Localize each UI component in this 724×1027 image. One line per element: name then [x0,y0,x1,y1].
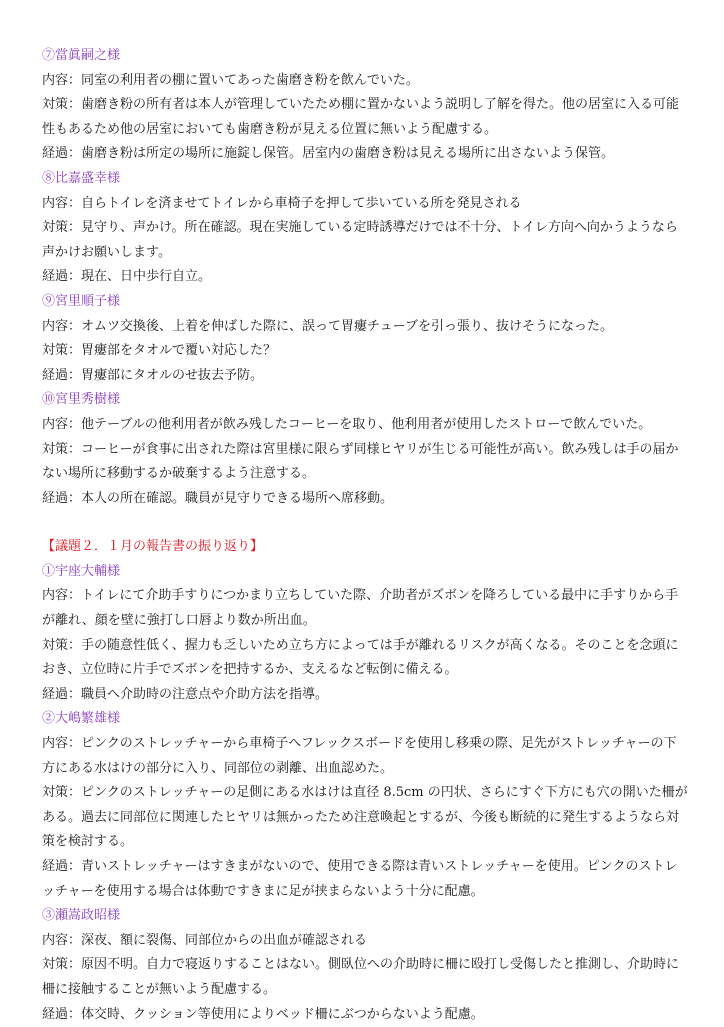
content-line: 内容：自らトイレを済ませてトイレから車椅子を押して歩いている所を発見される [42,195,522,211]
content-line: 内容：トイレにて介助手すりにつかまり立ちしていた際、介助者がズボンを降ろしている最中に手すりから手 [42,588,679,604]
patient-name: ⑦當眞嗣之様 [42,48,121,63]
patient-name: ⑨宮里順子様 [42,293,121,309]
progress-line: ッチャーを使用する場合は体動ですきまに足が挟まらないよう十分に配慮。 [42,883,484,899]
measure-line: 柵に接触することが無いよう配慮する。 [42,981,277,997]
progress-line: 経過：体交時、クッション等使用によりベッド柵にぶつからないよう配慮。 [42,1006,484,1022]
spacer [42,511,690,535]
measure-line: 対策：手の随意性低く、握力も乏しいため立ち方によっては手が離れるリスクが高くなる。そのことを念頭に [42,637,679,653]
progress-line: 経過：本人の所在確認。職員が見守りできる場所へ席移動。 [42,490,394,506]
progress-line: 経過：胃瘻部にタオルのせ抜去予防。 [42,367,264,383]
content-line: 内容：深夜、額に裂傷、同部位からの出血が確認される [42,932,368,948]
patient-name: ①宇座大輔様 [42,563,121,579]
patient-name: ③瀬嵩政昭様 [42,908,121,924]
content-line: 内容：ピンクのストレッチャーから車椅子へフレックスボードを使用し移乗の際、足先がストレッチャーの下 [42,736,677,752]
content-line: 内容：他テーブルの他利用者が飲み残したコーヒーを取り、他利用者が使用したストローで飲んでいた。 [42,416,652,432]
measure-line: 対策：ピンクのストレッチャーの足側にある水はけは直径 8.5cm の円状、さらにすぐ下方にも穴の開いた柵が [42,785,688,801]
measure-line: 対策：コーヒーが食事に出された際は宮里様に限らず同様ヒヤリが生じる可能性が高い。飲み残しは手の届か [42,441,679,457]
document-page [42,44,690,1027]
content-line: 方にある水はけの部分に入り、同部位の剥離、出血認めた。 [42,760,394,776]
measure-line: 対策：歯磨き粉の所有者は本人が管理していたため棚に置かないよう説明し了解を得た。他の居室に入る可能 [42,97,680,113]
agenda-heading: 【議題２．１月の報告書の振り返り】 [42,539,264,555]
content-line: が離れ、顔を壁に強打し口唇より数か所出血。 [42,613,316,629]
patient-name: ⑧比嘉盛幸様 [42,170,121,186]
measure-line: おき、立位時に片手でズボンを把持するか、支えるなど転倒に備える。 [42,662,458,678]
patient-name: ②大嶋繁雄様 [42,711,121,727]
measure-line: 性もあるため他の居室においても歯磨き粉が見える位置に無いよう配慮する。 [42,121,498,137]
progress-line: 経過：現在、日中歩行自立。 [42,269,212,285]
content-line: 内容：オムツ交換後、上着を伸ばした際に、誤って胃瘻チューブを引っ張り、抜けそうになった。 [42,318,613,334]
measure-line: ある。過去に同部位に関連したヒヤリは無かったため注意喚起とするが、今後も断続的に発生するようなら対 [42,809,680,825]
progress-line: 経過：青いストレッチャーはすきまがないので、使用できる際は青いストレッチャーを使用。ピンクのストレ [42,859,678,874]
measure-line: 対策：原因不明。自力で寝返りすることはない。側臥位への介助時に柵に殴打し受傷したと推測し、介助時に [42,957,680,973]
measure-line: 声かけお願いします。 [42,244,171,260]
progress-line: 経過：職員へ介助時の注意点や介助方法を指導。 [42,686,329,702]
patient-name: ⑩宮里秀樹様 [42,392,121,408]
measure-line: 策を検討する。 [42,834,134,850]
progress-line: 経過：歯磨き粉は所定の場所に施錠し保管。居室内の歯磨き粉は見える場所に出さないよう保管。 [42,146,615,162]
content-line: 内容：同室の利用者の棚に置いてあった歯磨き粉を飲んでいた。 [42,72,419,88]
measure-line: ない場所に移動するか破棄するよう注意する。 [42,466,316,482]
measure-line: 対策：胃瘻部をタオルで覆い対応した？ [42,343,277,359]
measure-line: 対策：見守り、声かけ。所在確認。現在実施している定時誘導だけでは不十分、トイレ方向へ向かうようなら [42,220,678,236]
